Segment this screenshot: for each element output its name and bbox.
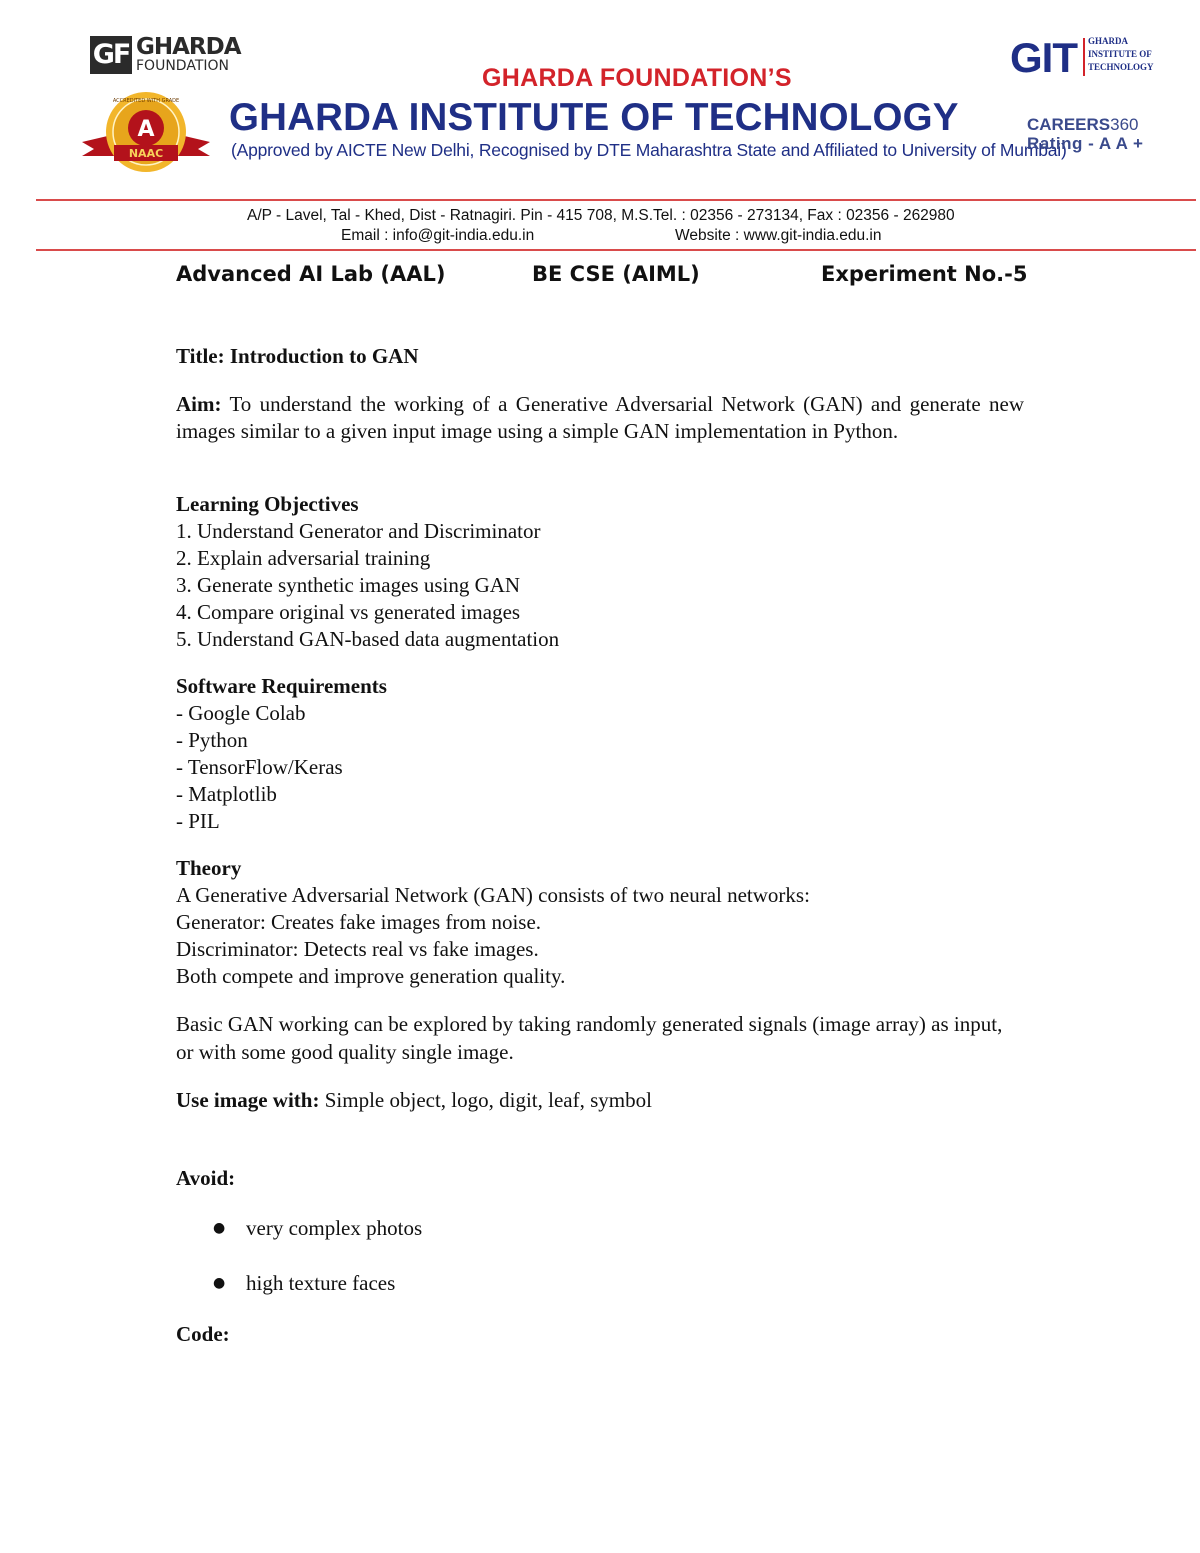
aim-paragraph	[176, 391, 1024, 445]
git-logo	[1010, 34, 1160, 80]
software-item: - TensorFlow/Keras	[176, 755, 343, 779]
naac-ring-text: ACCREDITED WITH GRADE	[112, 98, 180, 104]
bullet-icon: ●	[213, 1220, 226, 1236]
theory-section	[176, 855, 1024, 990]
institute-email: Email : info@git-india.edu.in	[341, 227, 535, 244]
software-heading: Software Requirements	[176, 674, 387, 698]
foundation-name: GHARDA FOUNDATION’S	[482, 64, 792, 92]
software-item: - Matplotlib	[176, 782, 277, 806]
theory-line: Discriminator: Detects real vs fake images.	[176, 937, 539, 961]
git-logo-line2: INSTITUTE OF	[1088, 49, 1152, 59]
objective-item: 5. Understand GAN-based data augmentation	[176, 627, 560, 651]
careers-word: CAREERS	[1027, 115, 1111, 134]
objective-item: 2. Explain adversarial training	[176, 546, 431, 570]
theory-heading: Theory	[176, 856, 242, 880]
avoid-heading: Avoid:	[176, 1166, 236, 1190]
aim-label: Aim:	[176, 392, 222, 416]
code-heading: Code:	[176, 1322, 230, 1346]
approval-statement: (Approved by AICTE New Delhi, Recognised by DTE Maharashtra State and Affiliated to University of Mumbai)	[231, 140, 1067, 160]
software-item: - Google Colab	[176, 701, 306, 725]
institute-website: Website : www.git-india.edu.in	[675, 227, 882, 244]
use-image-line	[176, 1087, 1024, 1114]
use-image-label: Use image with:	[176, 1088, 320, 1112]
careers360-rating: Rating - A A +	[1027, 134, 1144, 153]
careers-number: 360	[1110, 115, 1139, 134]
naac-label: NAAC	[128, 147, 164, 160]
use-image-text: Simple object, logo, digit, leaf, symbol	[324, 1088, 652, 1112]
header-rule-bottom	[36, 249, 1196, 251]
course-name: BE CSE (AIML)	[532, 262, 700, 286]
careers360-label	[1027, 115, 1139, 135]
git-logo-line3: TECHNOLOGY	[1088, 62, 1154, 72]
software-item: - PIL	[176, 809, 220, 833]
software-section	[176, 673, 1024, 835]
gharda-foundation-logo	[90, 34, 241, 76]
experiment-number: Experiment No.-5	[821, 262, 1028, 286]
objective-item: 4. Compare original vs generated images	[176, 600, 521, 624]
institute-name: GHARDA INSTITUTE OF TECHNOLOGY	[229, 96, 959, 139]
theory-line: Both compete and improve generation quality.	[176, 964, 566, 988]
objectives-heading: Learning Objectives	[176, 492, 359, 516]
git-logo-mark: GIT	[1010, 34, 1077, 81]
title-text: Introduction to GAN	[229, 344, 419, 368]
gf-logo-line2: FOUNDATION	[136, 58, 229, 74]
theory-line: Generator: Creates fake images from noise.	[176, 910, 542, 934]
software-item: - Python	[176, 728, 248, 752]
lab-name: Advanced AI Lab (AAL)	[176, 262, 446, 286]
avoid-item: high texture faces	[246, 1271, 396, 1295]
gf-logo-line1: GHARDA	[136, 34, 241, 60]
header-rule-top	[36, 199, 1196, 201]
objective-item: 1. Understand Generator and Discriminator	[176, 519, 541, 543]
objective-item: 3. Generate synthetic images using GAN	[176, 573, 521, 597]
theory-line: A Generative Adversarial Network (GAN) consists of two neural networks:	[176, 883, 810, 907]
aim-text: To understand the working of a Generative Adversarial Network (GAN) and generate new images similar to a given input image using a simple GAN implementation in Python.	[176, 392, 1024, 443]
title-line	[176, 343, 1024, 370]
git-logo-divider	[1083, 38, 1085, 76]
objectives-section	[176, 491, 1024, 653]
title-label: Title:	[176, 344, 225, 368]
naac-grade: A	[137, 117, 155, 142]
git-logo-line1: GHARDA	[1088, 36, 1128, 46]
gf-logo-mark: GF	[90, 36, 132, 74]
naac-badge-icon	[80, 90, 212, 174]
institute-address: A/P - Lavel, Tal - Khed, Dist - Ratnagiri. Pin - 415 708, M.S.Tel. : 02356 - 273134, Fax : 02356 - 262980	[247, 207, 955, 224]
avoid-item: very complex photos	[246, 1216, 423, 1240]
theory-paragraph: Basic GAN working can be explored by taking randomly generated signals (image array) as input, or with some good quality single image.	[176, 1012, 1003, 1064]
bullet-icon: ●	[213, 1275, 226, 1291]
